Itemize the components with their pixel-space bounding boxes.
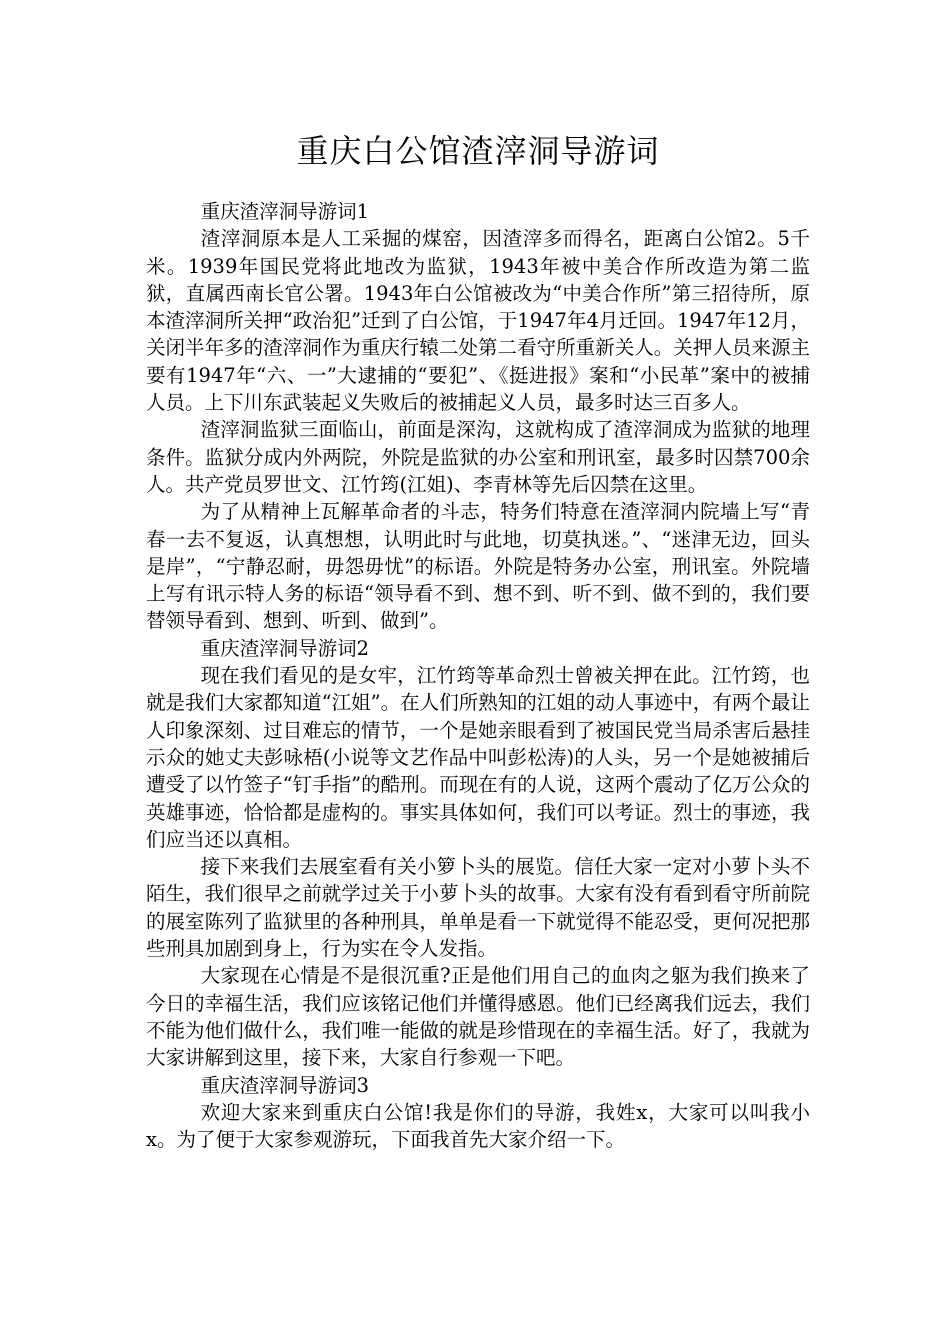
document-title: 重庆白公馆渣滓洞导游词 <box>296 132 660 170</box>
body-paragraph: 接下来我们去展室看有关小箩卜头的展览。信任大家一定对小萝卜头不陌生，我们很早之前就学过关于小萝卜头的故事。大家有没有看到看守所前院的展室陈列了监狱里的各种刑具，单单是看一下就觉得不能忍受，更何况把那些刑具加剧到身上，行为实在令人发指。 <box>146 855 810 961</box>
document-page <box>146 0 810 1153</box>
body-paragraph: 为了从精神上瓦解革命者的斗志，特务们特意在渣滓洞内院墙上写“青春一去不复返，认真想想，认明此时与此地，切莫执迷。”、“迷津无边，回头是岸”，“宁静忍耐，毋怨毋忧”的标语。外院是特务办公室，刑讯室。外院墙上写有讯示特人务的标语“领导看不到、想不到、听不到、做不到的，我们要替领导看到、想到、听到、做到”。 <box>146 500 810 633</box>
body-paragraph: 渣滓洞监狱三面临山，前面是深沟，这就构成了渣滓洞成为监狱的地理条件。监狱分成内外两院，外院是监狱的办公室和刑讯室，最多时囚禁700余人。共产党员罗世文、江竹筠(江姐)、李青林等先后囚禁在这里。 <box>146 418 810 496</box>
body-paragraph: 大家现在心情是不是很沉重?正是他们用自己的血肉之躯为我们换来了今日的幸福生活，我们应该铭记他们并懂得感恩。他们已经离我们远去，我们不能为他们做什么，我们唯一能做的就是珍惜现在的幸福生活。好了，我就为大家讲解到这里，接下来，大家自行参观一下吧。 <box>146 964 810 1070</box>
section-heading: 重庆渣滓洞导游词1 <box>200 200 370 223</box>
body-paragraph: 现在我们看见的是女牢，江竹筠等革命烈士曾被关押在此。江竹筠，也就是我们大家都知道“江姐”。在人们所熟知的江姐的动人事迹中，有两个最让人印象深刻、过目难忘的情节，一个是她亲眼看到了被国民党当局杀害后悬挂示众的她丈夫彭咏梧(小说等文艺作品中叫彭松涛)的人头，另一个是她被捕后遭受了以竹签子“钉手指”的酷刑。而现在有的人说，这两个震动了亿万公众的英雄事迹，恰恰都是虚构的。事实具体如何，我们可以考证。烈士的事迹，我们应当还以真相。 <box>146 664 810 851</box>
section-heading: 重庆渣滓洞导游词3 <box>200 1073 370 1097</box>
section-heading: 重庆渣滓洞导游词2 <box>200 636 370 660</box>
body-paragraph: 渣滓洞原本是人工采掘的煤窑，因渣滓多而得名，距离白公馆2。5千米。1939年国民党将此地改为监狱，1943年被中美合作所改造为第二监狱，直属西南长官公署。1943年白公馆被改为“中美合作所”第三招待所，原本渣滓洞所关押“政治犯”迁到了白公馆，于1947年4月迁回。1947年12月，关闭半年多的渣滓洞作为重庆行辕二处第二看守所重新关人。关押人员来源主要有1947年“六、一”大逮捕的“要犯”、《挺进报》案和“小民革”案中的被捕人员。上下川东武装起义失败后的被捕起义人员，最多时达三百多人。 <box>146 227 810 415</box>
body-paragraph: 欢迎大家来到重庆白公馆!我是你们的导游，我姓x，大家可以叫我小x。为了便于大家参观游玩，下面我首先大家介绍一下。 <box>146 1100 810 1152</box>
document-body <box>146 198 810 1153</box>
